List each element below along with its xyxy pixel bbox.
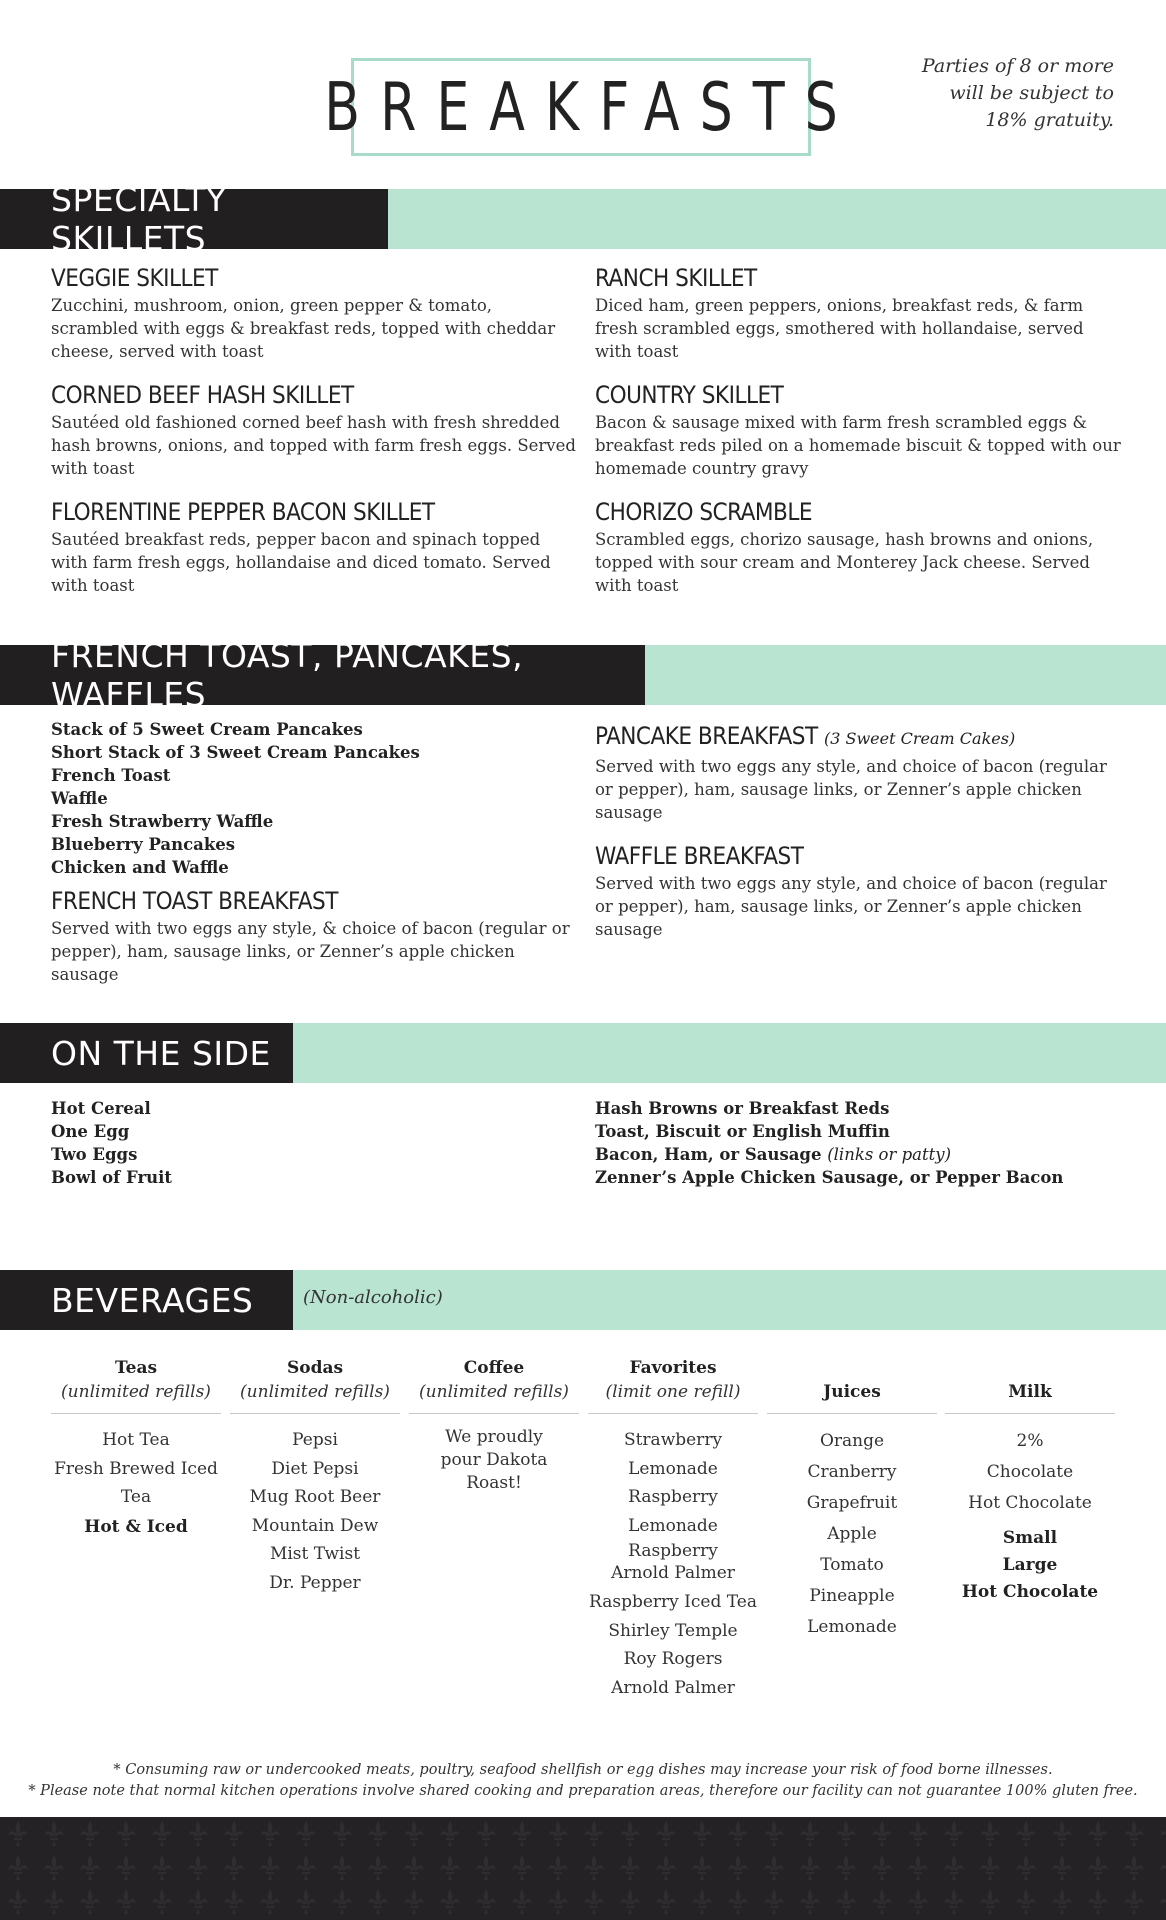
item-name: VEGGIE SKILLET <box>51 264 218 292</box>
list-item: We proudly pour Dakota Roast! <box>440 1427 548 1493</box>
sides-left-column <box>51 1097 571 1189</box>
section-band-sides <box>0 1023 1166 1083</box>
section-heading: BEVERAGES <box>0 1270 293 1330</box>
section-heading: SPECIALTY SKILLETS <box>0 189 388 249</box>
item-description: Bacon & sausage mixed with farm fresh scrambled eggs & breakfast reds piled on a homemade biscuit & topped with our homemade country gravy <box>595 413 1121 478</box>
item-description: Served with two eggs any style, & choice of bacon (regular or pepper), ham, sausage links, or Zenner’s apple chicken sausage <box>51 919 570 984</box>
list-item: Large <box>1002 1555 1058 1575</box>
menu-item <box>595 496 1125 597</box>
list-item: Small <box>1002 1528 1058 1548</box>
beverages-note: (Non-alcoholic) <box>303 1287 443 1308</box>
column-title: Teas <box>114 1358 158 1378</box>
menu-item <box>595 262 1125 363</box>
list-item: Dr. Pepper <box>269 1572 361 1593</box>
item-note: (links or patty) <box>827 1145 952 1164</box>
item-description: Sautéed old fashioned corned beef hash with fresh shredded hash browns, onions, and topped with farm fresh eggs. Served with toast <box>51 413 576 478</box>
menu-item <box>595 840 1125 941</box>
column-title: Juices <box>823 1382 881 1402</box>
item-description: Scrambled eggs, chorizo sausage, hash browns and onions, topped with sour cream and Monterey Jack cheese. Served with toast <box>595 530 1094 595</box>
list-item: Pineapple <box>809 1586 895 1606</box>
list-item: Shirley Temple <box>608 1620 738 1641</box>
item-name: CORNED BEEF HASH SKILLET <box>51 381 354 409</box>
list-item: Cranberry <box>807 1462 897 1482</box>
list-item: Mug Root Beer <box>249 1487 381 1507</box>
item-description: Diced ham, green peppers, onions, breakfast reds, & farm fresh scrambled eggs, smothered with hollandaise, served with toast <box>595 296 1084 361</box>
item-note: (3 Sweet Cream Cakes) <box>824 729 1016 748</box>
footnotes <box>0 1760 1166 1802</box>
list-item: Chicken and Waffle <box>51 858 229 877</box>
list-item: Mountain Dew <box>251 1515 379 1536</box>
column-subtitle: (unlimited refills) <box>240 1382 390 1402</box>
list-item: Orange <box>819 1431 885 1451</box>
list-item: Raspberry Iced Tea <box>589 1592 757 1612</box>
list-item: Diet Pepsi <box>271 1458 359 1479</box>
list-item: Zenner’s Apple Chicken Sausage, or Pepper Bacon <box>595 1168 1064 1187</box>
fleur-de-lis-pattern-icon <box>0 1817 1166 1920</box>
beverage-column-favorites <box>588 1356 758 1702</box>
list-item: Raspberry Arnold Palmer <box>611 1541 735 1583</box>
title-frame <box>324 58 858 156</box>
list-item: Mist Twist <box>269 1544 361 1564</box>
list-item: Fresh Brewed Iced Tea <box>54 1458 218 1507</box>
item-name: CHORIZO SCRAMBLE <box>595 498 813 526</box>
footnote: * Please note that normal kitchen operations involve shared cooking and preparation areas, therefore our facility can not guarantee 100% gluten free. <box>28 1783 1138 1799</box>
item-description: Sautéed breakfast reds, pepper bacon and spinach topped with farm fresh eggs, hollandaise and diced tomato. Served with toast <box>51 530 551 595</box>
list-item: Grapefruit <box>806 1493 898 1513</box>
list-item: Arnold Palmer <box>611 1677 735 1698</box>
page-title: BREAKFASTS <box>324 67 858 147</box>
menu-item <box>51 379 581 480</box>
list-item: Two Eggs <box>51 1145 138 1164</box>
list-item: 2% <box>1016 1431 1044 1451</box>
footer-pattern <box>0 1817 1166 1920</box>
menu-item <box>51 496 581 597</box>
footnote: * Consuming raw or undercooked meats, poultry, seafood shellfish or egg dishes may increase your risk of food borne illnesses. <box>113 1762 1053 1778</box>
column-title: Coffee <box>463 1358 525 1378</box>
list-item: Pepsi <box>292 1430 338 1450</box>
column-subtitle: (unlimited refills) <box>61 1382 211 1402</box>
beverage-column-juices <box>767 1356 937 1643</box>
section-band-beverages <box>0 1270 1166 1330</box>
column-title: Sodas <box>286 1358 344 1378</box>
menu-item <box>595 720 1125 824</box>
column-subtitle: (unlimited refills) <box>419 1382 569 1402</box>
section-heading: ON THE SIDE <box>0 1023 293 1083</box>
pancakes-right-column <box>595 720 1125 957</box>
list-item: Hash Browns or Breakfast Reds <box>595 1099 890 1118</box>
list-item: Bowl of Fruit <box>51 1168 173 1187</box>
column-title: Favorites <box>629 1358 717 1378</box>
item-name: PANCAKE BREAKFAST (3 Sweet Cream Cakes) <box>595 722 1016 750</box>
list-item: Bacon, Ham, or Sausage (links or patty) <box>595 1145 952 1164</box>
list-item: Stack of 5 Sweet Cream Pancakes <box>51 720 363 739</box>
list-item: Hot Cereal <box>51 1099 151 1118</box>
item-name: COUNTRY SKILLET <box>595 381 784 409</box>
beverage-column-milk <box>945 1356 1115 1606</box>
item-name: FRENCH TOAST BREAKFAST <box>51 887 338 915</box>
list-item: Blueberry Pancakes <box>51 835 236 854</box>
menu-item <box>595 379 1125 480</box>
menu-item <box>51 262 581 363</box>
list-item: Hot & Iced <box>84 1516 188 1537</box>
list-item: Waffle <box>51 789 108 808</box>
list-item: Roy Rogers <box>623 1649 723 1669</box>
skillets-left-column <box>51 262 581 613</box>
column-title: Milk <box>1008 1382 1052 1402</box>
list-item: Hot Chocolate <box>961 1582 1099 1602</box>
list-item: One Egg <box>51 1122 130 1141</box>
list-item: Strawberry Lemonade <box>623 1430 723 1479</box>
pancakes-left-column <box>51 718 581 1002</box>
sides-right-column <box>595 1097 1155 1189</box>
list-item: Tomato <box>820 1555 884 1575</box>
section-band-pancakes <box>0 636 1166 714</box>
section-band-skillets <box>0 180 1166 258</box>
list-item: Hot Tea <box>102 1430 170 1450</box>
list-item: French Toast <box>51 766 171 785</box>
menu-item <box>51 885 581 986</box>
beverage-column-sodas <box>230 1356 400 1597</box>
item-name: WAFFLE BREAKFAST <box>595 842 804 870</box>
list-item: Raspberry Lemonade <box>628 1487 718 1536</box>
beverage-column-teas <box>51 1356 221 1541</box>
list-item: Lemonade <box>807 1617 897 1637</box>
item-description: Zucchini, mushroom, onion, green pepper & tomato, scrambled with eggs & breakfast reds, topped with cheddar cheese, served with toast <box>51 296 556 361</box>
list-item: Toast, Biscuit or English Muffin <box>595 1122 890 1141</box>
pancake-list <box>51 718 581 879</box>
list-item: Hot Chocolate <box>968 1493 1092 1513</box>
beverage-column-coffee <box>409 1356 579 1495</box>
list-item: Apple <box>827 1524 877 1544</box>
list-item: Chocolate <box>986 1462 1074 1482</box>
item-name: FLORENTINE PEPPER BACON SKILLET <box>51 498 435 526</box>
section-heading: FRENCH TOAST, PANCAKES, WAFFLES <box>0 645 645 705</box>
item-name: RANCH SKILLET <box>595 264 757 292</box>
item-description: Served with two eggs any style, and choice of bacon (regular or pepper), ham, sausage links, or Zenner’s apple chicken sausage <box>595 874 1107 939</box>
column-subtitle: (limit one refill) <box>605 1382 741 1402</box>
gratuity-note: Parties of 8 or more will be subject to 18% gratuity. <box>921 55 1114 131</box>
item-description: Served with two eggs any style, and choice of bacon (regular or pepper), ham, sausage links, or Zenner’s apple chicken sausage <box>595 757 1107 822</box>
list-item: Fresh Strawberry Waffle <box>51 812 274 831</box>
list-item: Short Stack of 3 Sweet Cream Pancakes <box>51 743 420 762</box>
skillets-right-column <box>595 262 1125 613</box>
